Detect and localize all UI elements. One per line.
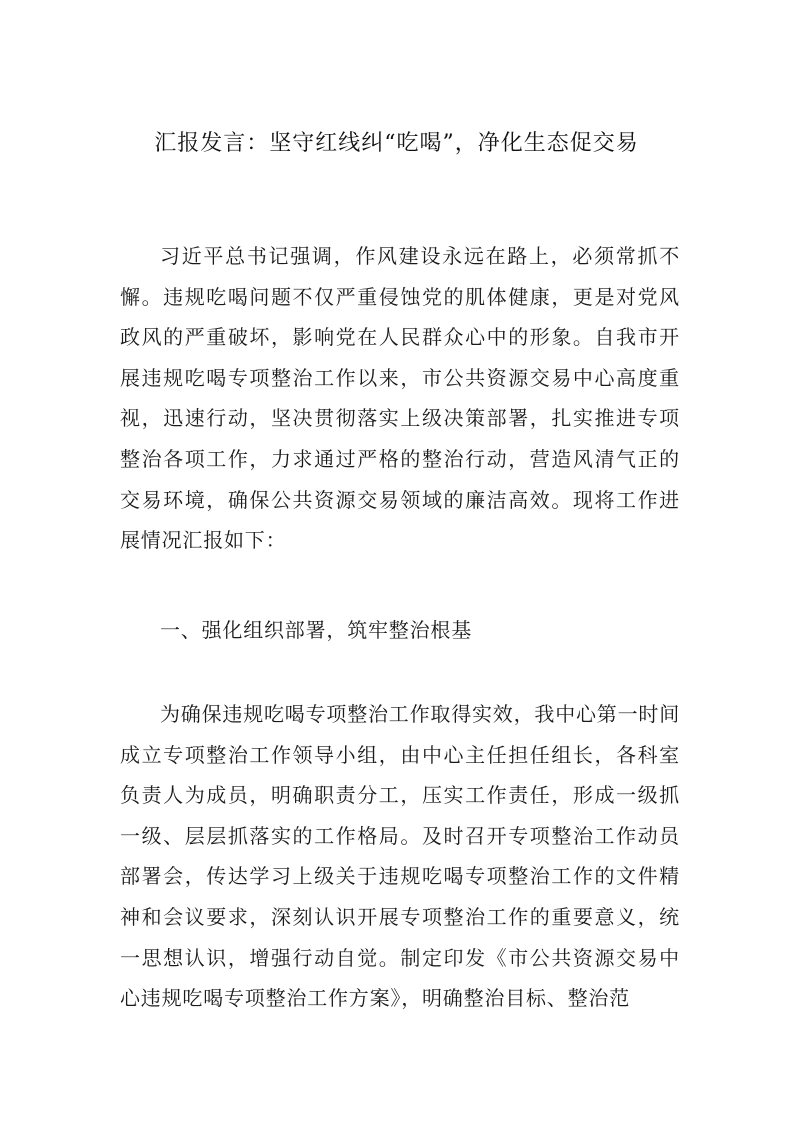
document-title: 汇报发言：坚守红线纠“吃喝”，净化生态促交易 [154, 131, 639, 156]
intro-paragraph: 习近平总书记强调，作风建设永远在路上，必须常抓不懈。违规吃喝问题不仅严重侵蚀党的肌体健康，更是对党风政风的严重破坏，影响党在人民群众心中的形象。自我市开展违规吃喝专项整治工作以来，市公共资源交易中心高度重视，迅速行动，坚决贯彻落实上级决策部署，扎实推进专项整治各项工作，力求通过严格的整治行动，营造风清气正的交易环境，确保公共资源交易领域的廉洁高效。现将工作进展情况汇报如下： [120, 244, 680, 553]
section-heading: 一、强化组织部署，筑牢整治根基 [160, 618, 472, 642]
section-one-paragraph: 为确保违规吃喝专项整治工作取得实效，我中心第一时间成立专项整治工作领导小组，由中心主任担任组长，各科室负责人为成员，明确职责分工，压实工作责任，形成一级抓一级、层层抓落实的工作格局。及时召开专项整治工作动员部署会，传达学习上级关于违规吃喝专项整治工作的文件精神和会议要求，深刻认识开展专项整治工作的重要意义，统一思想认识，增强行动自觉。制定印发《市公共资源交易中心违规吃喝专项整治工作方案》，明确整治目标、整治范 [120, 702, 680, 1011]
